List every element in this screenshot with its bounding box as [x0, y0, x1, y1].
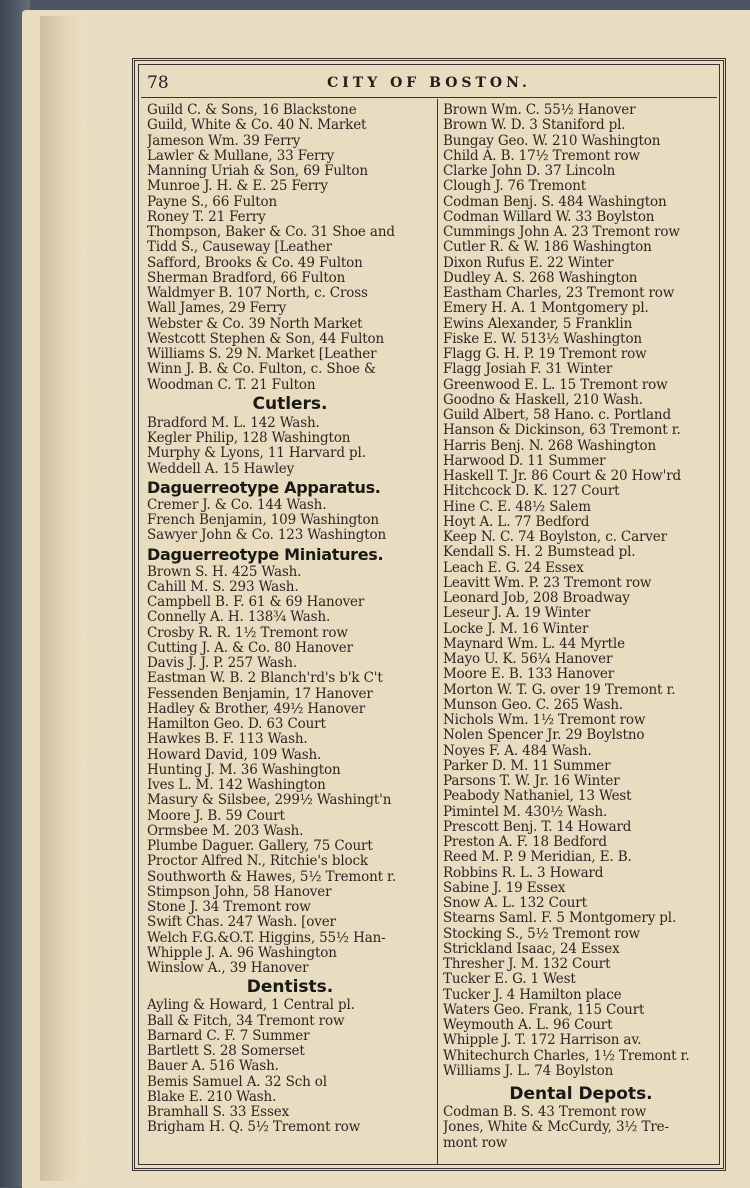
directory-entry: Jameson Wm. 39 Ferry [147, 132, 301, 149]
directory-entry: Codman Willard W. 33 Boylston [443, 208, 655, 225]
directory-entry: Hawkes B. F. 113 Wash. [147, 731, 308, 748]
directory-entry: Brown Wm. C. 55½ Hanover [443, 103, 636, 118]
directory-entry: Ives L. M. 142 Washington [147, 777, 326, 793]
directory-entry: Hanson & Dickinson, 63 Tremont r. [443, 422, 681, 439]
directory-entry: Leavitt Wm. P. 23 Tremont row [443, 574, 652, 591]
page-number: 78 [147, 73, 169, 93]
directory-entry: Harris Benj. N. 268 Washington [443, 437, 657, 454]
directory-entry: Webster & Co. 39 North Market [147, 315, 363, 332]
directory-entry: Jones, White & McCurdy, 3½ Tre- [443, 1119, 669, 1136]
directory-entry: Moore E. B. 133 Hanover [443, 666, 615, 683]
directory-entry: Williams S. 29 N. Market [Leather [147, 346, 377, 362]
directory-entry: Noyes F. A. 484 Wash. [443, 742, 592, 759]
directory-entry: Child A. B. 17½ Tremont row [443, 147, 640, 164]
directory-entry: Leach E. G. 24 Essex [443, 559, 584, 576]
directory-entry: Cremer J. & Co. 144 Wash. [147, 496, 327, 513]
directory-entry: Bramhall S. 33 Essex [147, 1104, 290, 1120]
directory-entry: Lawler & Mullane, 33 Ferry [147, 147, 335, 164]
directory-entry: Tucker E. G. 1 West [443, 971, 576, 988]
directory-entry: Guild, White & Co. 40 N. Market [147, 117, 367, 134]
directory-entry: Tucker J. 4 Hamilton place [443, 986, 622, 1003]
directory-entry: French Benjamin, 109 Washington [147, 512, 379, 528]
directory-entry: Nolen Spencer Jr. 29 Boylstno [443, 727, 645, 744]
directory-entry: Hadley & Brother, 49½ Hanover [147, 700, 366, 717]
directory-entry: Mayo U. K. 56¼ Hanover [443, 651, 613, 667]
directory-entry: Morton W. T. G. over 19 Tremont r. [443, 681, 676, 698]
page-frame [132, 58, 726, 1171]
directory-entry: Cutler R. & W. 186 Washington [443, 239, 652, 256]
directory-entry: Codman Benj. S. 484 Washington [443, 193, 667, 210]
directory-entry: Bauer A. 516 Wash. [147, 1058, 279, 1075]
directory-entry: Winslow A., 39 Hanover [147, 960, 309, 976]
directory-entry: Sabine J. 19 Essex [443, 879, 566, 896]
directory-entry: Flagg G. H. P. 19 Tremont row [443, 346, 647, 362]
directory-entry: Brigham H. Q. 5½ Tremont row [147, 1119, 361, 1136]
directory-entry: Davis J. J. P. 257 Wash. [147, 655, 297, 671]
directory-entry: Cutting J. A. & Co. 80 Hanover [147, 639, 353, 656]
directory-entry: Williams J. L. 74 Boylston [443, 1062, 614, 1079]
directory-entry: Guild Albert, 58 Hano. c. Portland [443, 407, 671, 423]
directory-entry: Brown S. H. 425 Wash. [147, 563, 302, 580]
directory-entry: Ewins Alexander, 5 Franklin [443, 315, 633, 332]
directory-entry: Hitchcock D. K. 127 Court [443, 483, 620, 500]
directory-entry: Manning Uriah & Son, 69 Fulton [147, 163, 368, 179]
directory-entry: Whitechurch Charles, 1½ Tremont r. [443, 1047, 690, 1064]
directory-entry: Ball & Fitch, 34 Tremont row [147, 1012, 345, 1029]
directory-entry: Reed M. P. 9 Meridian, E. B. [443, 849, 632, 866]
directory-entry: Maynard Wm. L. 44 Myrtle [443, 635, 625, 652]
directory-entry: Flagg Josiah F. 31 Winter [443, 361, 613, 378]
directory-entry: Sawyer John & Co. 123 Washington [147, 527, 387, 544]
directory-entry: Bartlett S. 28 Somerset [147, 1043, 305, 1059]
directory-entry: Woodman C. T. 21 Fulton [147, 376, 316, 393]
directory-entry: Winn J. B. & Co. Fulton, c. Shoe & [147, 361, 376, 378]
directory-entry: Bungay Geo. W. 210 Washington [443, 132, 661, 149]
directory-entry: Clough J. 76 Tremont [443, 178, 587, 195]
directory-entry: Leseur J. A. 19 Winter [443, 605, 591, 622]
directory-entry: Dixon Rufus E. 22 Winter [443, 254, 614, 271]
directory-entry: Thresher J. M. 132 Court [443, 956, 611, 972]
directory-entry: Proctor Alfred N., Ritchie's block [147, 853, 368, 870]
directory-entry: Clarke John D. 37 Lincoln [443, 163, 616, 179]
directory-entry: Roney T. 21 Ferry [147, 208, 266, 225]
directory-entry: Goodno & Haskell, 210 Wash. [443, 391, 643, 408]
directory-entry: Moore J. B. 59 Court [147, 807, 285, 824]
directory-entry: Eastham Charles, 23 Tremont row [443, 285, 675, 301]
directory-entry: Ayling & Howard, 1 Central pl. [147, 997, 355, 1014]
directory-entry: Sherman Bradford, 66 Fulton [147, 269, 346, 286]
directory-entry: Whipple J. A. 96 Washington [147, 944, 337, 961]
directory-entry: Masury & Silsbee, 299½ Washingt'n [147, 792, 392, 809]
directory-entry: Eastman W. B. 2 Blanch'rd's b'k C't [147, 670, 383, 687]
directory-entry: Parker D. M. 11 Summer [443, 757, 611, 774]
directory-entry: Haskell T. Jr. 86 Court & 20 How'rd [443, 468, 681, 484]
directory-entry: Hine C. E. 48½ Salem [443, 498, 591, 515]
right-column [443, 103, 719, 1151]
directory-entry: Emery H. A. 1 Montgomery pl. [443, 300, 649, 317]
directory-entry: Murphy & Lyons, 11 Harvard pl. [147, 445, 366, 462]
directory-entry: Codman B. S. 43 Tremont row [443, 1104, 647, 1120]
directory-entry: Stearns Saml. F. 5 Montgomery pl. [443, 910, 677, 927]
directory-entry: Crosby R. R. 1½ Tremont row [147, 624, 348, 641]
running-title: CITY OF BOSTON. [327, 75, 531, 91]
directory-entry: Tidd S., Causeway [Leather [147, 239, 332, 256]
directory-entry: Munson Geo. C. 265 Wash. [443, 696, 624, 713]
directory-entry: Safford, Brooks & Co. 49 Fulton [147, 254, 363, 271]
directory-entry: Southworth & Hawes, 5½ Tremont r. [147, 868, 396, 885]
section-heading: Dentists. [246, 977, 334, 998]
directory-entry: Parsons T. W. Jr. 16 Winter [443, 773, 620, 789]
directory-entry: Guild C. & Sons, 16 Blackstone [147, 103, 357, 118]
directory-entry: Fiske E. W. 513½ Washington [443, 330, 642, 347]
directory-entry: Thompson, Baker & Co. 31 Shoe and [147, 224, 395, 240]
directory-entry: Locke J. M. 16 Winter [443, 620, 589, 637]
left-column [147, 103, 433, 1136]
directory-entry: Preston A. F. 18 Bedford [443, 834, 607, 850]
section-heading: Daguerreotype Apparatus. [147, 477, 381, 497]
directory-entry: Weymouth A. L. 96 Court [443, 1017, 613, 1033]
directory-entry: mont row [443, 1134, 508, 1151]
directory-entry: Harwood D. 11 Summer [443, 452, 606, 469]
directory-entry: Welch F.G.&O.T. Higgins, 55½ Han- [147, 929, 386, 946]
section-heading: Daguerreotype Miniatures. [147, 544, 384, 564]
directory-entry: Campbell B. F. 61 & 69 Hanover [147, 594, 365, 610]
directory-entry: Stocking S., 5½ Tremont row [443, 925, 640, 942]
directory-entry: Barnard C. F. 7 Summer [147, 1027, 310, 1044]
directory-entry: Dudley A. S. 268 Washington [443, 269, 638, 286]
section-heading: Cutlers. [252, 393, 328, 414]
directory-entry: Swift Chas. 247 Wash. [over [147, 914, 336, 931]
directory-entry: Hoyt A. L. 77 Bedford [443, 513, 590, 530]
directory-entry: Fessenden Benjamin, 17 Hanover [147, 685, 373, 702]
directory-entry: Waters Geo. Frank, 115 Court [443, 1001, 645, 1018]
directory-entry: Leonard Job, 208 Broadway [443, 590, 630, 606]
directory-entry: Cahill M. S. 293 Wash. [147, 578, 299, 595]
directory-entry: Kegler Philip, 128 Washington [147, 430, 351, 446]
directory-entry: Keep N. C. 74 Boylston, c. Carver [443, 529, 667, 545]
directory-entry: Greenwood E. L. 15 Tremont row [443, 376, 668, 393]
directory-entry: Peabody Nathaniel, 13 West [443, 788, 632, 805]
directory-entry: Weddell A. 15 Hawley [147, 460, 295, 477]
directory-entry: Wall James, 29 Ferry [147, 300, 287, 317]
directory-entry: Westcott Stephen & Son, 44 Fulton [147, 330, 385, 347]
directory-entry: Bemis Samuel A. 32 Sch ol [147, 1073, 327, 1090]
directory-entry: Nichols Wm. 1½ Tremont row [443, 712, 646, 728]
directory-entry: Plumbe Daguer. Gallery, 75 Court [147, 838, 373, 854]
directory-entry: Brown W. D. 3 Staniford pl. [443, 117, 626, 134]
column-divider [437, 99, 438, 1164]
directory-entry: Cummings John A. 23 Tremont row [443, 224, 680, 240]
directory-entry: Prescott Benj. T. 14 Howard [443, 818, 632, 835]
page-gutter-shadow [40, 16, 86, 1181]
directory-entry: Connelly A. H. 138¾ Wash. [147, 609, 331, 626]
directory-entry: Pimintel M. 430½ Wash. [443, 803, 608, 820]
directory-entry: Payne S., 66 Fulton [147, 193, 278, 210]
directory-entry: Whipple J. T. 172 Harrison av. [443, 1032, 642, 1049]
directory-entry: Blake E. 210 Wash. [147, 1088, 277, 1105]
directory-entry: Hunting J. M. 36 Washington [147, 761, 341, 778]
directory-entry: Ormsbee M. 203 Wash. [147, 822, 304, 839]
directory-entry: Waldmyer B. 107 North, c. Cross [147, 285, 368, 301]
directory-entry: Hamilton Geo. D. 63 Court [147, 716, 326, 732]
directory-entry: Stone J. 34 Tremont row [147, 899, 311, 915]
section-heading: Dental Depots. [509, 1084, 653, 1104]
directory-entry: Munroe J. H. & E. 25 Ferry [147, 178, 328, 195]
directory-entry: Stimpson John, 58 Hanover [147, 883, 332, 900]
directory-entry: Robbins R. L. 3 Howard [443, 864, 604, 881]
directory-entry: Howard David, 109 Wash. [147, 746, 322, 763]
directory-entry: Snow A. L. 132 Court [443, 895, 587, 911]
directory-entry: Kendall S. H. 2 Bumstead pl. [443, 544, 636, 561]
directory-entry: Bradford M. L. 142 Wash. [147, 414, 320, 431]
directory-entry: Strickland Isaac, 24 Essex [443, 940, 620, 957]
running-header [141, 67, 717, 98]
